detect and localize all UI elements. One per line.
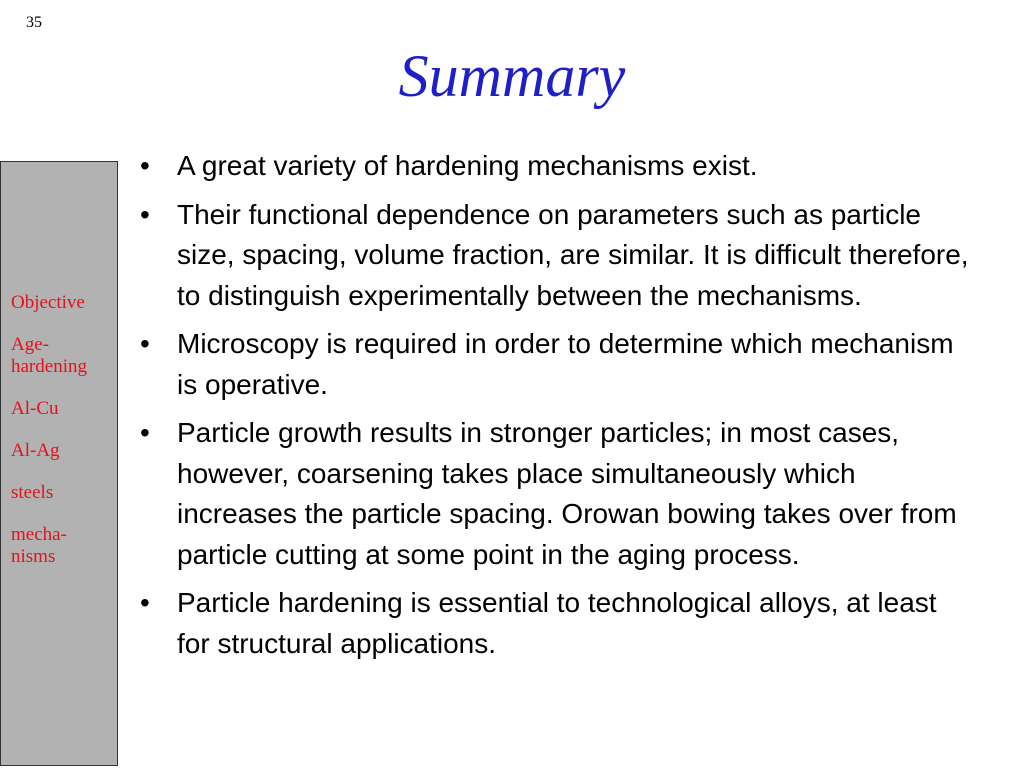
summary-bullet-list: [140, 146, 970, 672]
bullet-icon: •: [140, 198, 150, 230]
bullet-text: Particle growth results in stronger particles; in most cases, however, coarsening takes place simultaneously which increases the particle spacing. Orowan bowing takes over from particle cutting at some point in the aging process.: [177, 417, 957, 570]
bullet-text: Their functional dependence on parameters such as particle size, spacing, volume fraction, are similar. It is difficult therefore, to distinguish experimentally between the mechanisms.: [177, 198, 969, 311]
bullet-icon: •: [140, 587, 150, 618]
sidebar-panel: [0, 161, 118, 766]
sidebar-item-age-hardening[interactable]: [11, 334, 117, 378]
slide-number: 35: [26, 14, 42, 31]
sidebar-item-label: mecha- nisms: [11, 524, 67, 567]
bullet-item: [140, 195, 970, 317]
bullet-item: [140, 583, 970, 664]
sidebar-item-al-ag[interactable]: [11, 440, 117, 462]
bullet-icon: •: [140, 150, 150, 181]
bullet-text: Particle hardening is essential to technological alloys, at least for structural applications.: [177, 587, 937, 659]
sidebar-item-label: Al-Cu: [11, 398, 59, 419]
slide-title: Summary: [398, 43, 626, 109]
sidebar-item-al-cu[interactable]: [11, 398, 117, 420]
sidebar-item-label: Age- hardening: [11, 334, 87, 377]
sidebar-item-mechanisms[interactable]: [11, 524, 117, 568]
bullet-item: [140, 146, 970, 187]
bullet-text: Microscopy is required in order to determine which mechanism is operative.: [177, 328, 954, 400]
sidebar-item-label: Objective: [11, 292, 85, 313]
bullet-icon: •: [140, 417, 150, 448]
sidebar-item-label: steels: [11, 482, 54, 503]
bullet-icon: •: [140, 328, 150, 359]
sidebar-item-objective[interactable]: [11, 292, 117, 314]
bullet-item: [140, 413, 970, 575]
bullet-text: A great variety of hardening mechanisms exist.: [177, 150, 758, 181]
sidebar-nav: [11, 292, 117, 588]
bullet-item: [140, 324, 970, 405]
sidebar-item-steels[interactable]: [11, 482, 117, 504]
sidebar-item-label: Al-Ag: [11, 440, 60, 461]
